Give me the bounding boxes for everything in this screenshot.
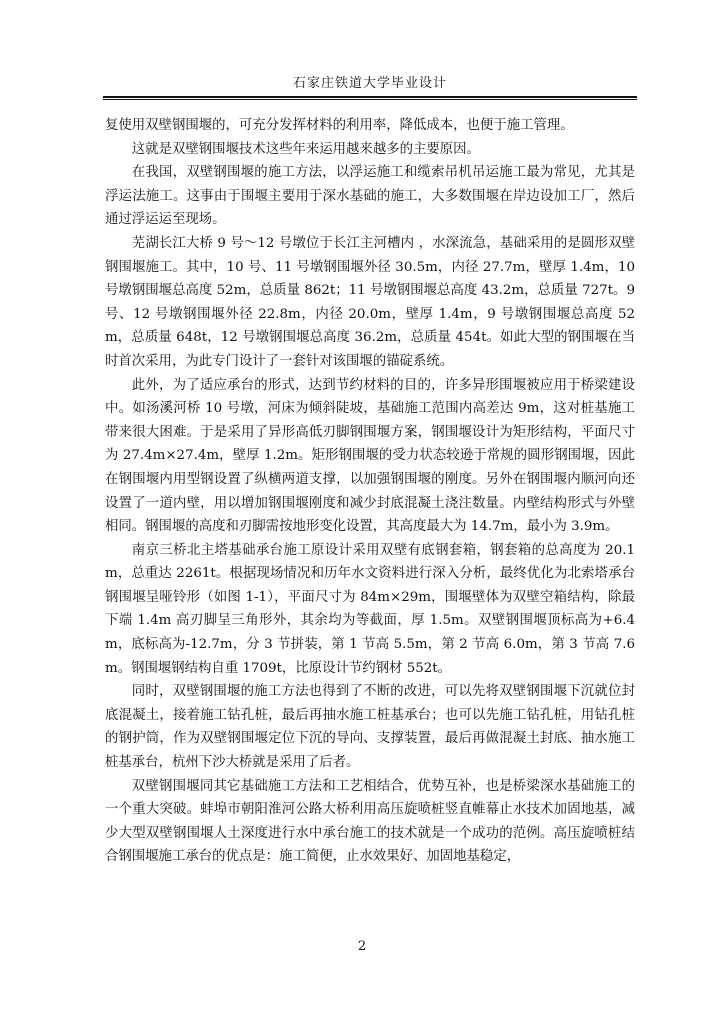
page-header-title: 石家庄铁道大学毕业设计 bbox=[292, 76, 447, 91]
header-rule bbox=[103, 96, 637, 98]
header-rule-thin bbox=[103, 99, 637, 100]
paragraph: 在我国，双壁钢围堰的施工方法，以浮运施工和缆索吊机吊运施工最为常见，尤其是浮运法施工。这事由于围堰主要用于深水基础的施工，大多数围堰在岸边设加工厂，然后通过浮运运至现场。 bbox=[105, 165, 635, 228]
body-text bbox=[105, 114, 635, 869]
paragraph: 南京三桥北主塔基础承台施工原设计采用双壁有底钢套箱，钢套箱的总高度为 20.1m，总重达 2261t。根据现场情况和历年水文资料进行深入分析，最终优化为北索塔承台钢围堰呈哑铃形（如图 1-1），平面尺寸为 84m×29m，围堰壁体为双壁空箱结构，除最下端 1.4m 高刃脚呈三角形外，其余均为等截面，厚 1.5m。双壁钢围堰顶标高为+6.4m，底标高为-12.7m，分 3 节拼装，第 1 节高 5.5m，第 2 节高 6.0m，第 3 节高 7.6m。钢围堰钢结构自重 1709t，比原设计节约钢材 552t。 bbox=[105, 542, 635, 676]
page-number: 2 bbox=[357, 939, 367, 954]
paragraph: 同时，双壁钢围堰的施工方法也得到了不断的改进，可以先将双壁钢围堰下沉就位封底混凝土，接着施工钻孔桩，最后再抽水施工桩基承台；也可以先施工钻孔桩，用钻孔桩的钢护筒，作为双壁钢围堰定位下沉的导向、支撑装置，最后再做混凝土封底、抽水施工桩基承台，杭州下沙大桥就是采用了后者。 bbox=[105, 684, 635, 771]
paragraph: 此外，为了适应承台的形式，达到节约材料的目的，许多异形围堰被应用于桥梁建设中。如汤溪河桥 10 号墩，河床为倾斜陡坡，基础施工范围内高差达 9m，这对桩基施工带来很大困难。于是采用了异形高低刃脚钢围堰方案，钢围堰设计为矩形结构，平面尺寸为 27.4m×27.4m，壁厚 1.2m。矩形钢围堰的受力状态较逊于常规的圆形钢围堰，因此在钢围堰内用型钢设置了纵横两道支撑，以加强钢围堰的刚度。另外在钢围堰内顺河向还设置了一道内壁，用以增加钢围堰刚度和减少封底混凝土浇注数量。内壁结构形式与外壁相同。钢围堰的高度和刃脚需按地形变化设置，其高度最大为 14.7m，最小为 3.9m。 bbox=[105, 377, 635, 535]
paragraph: 复使用双壁钢围堰的，可充分发挥材料的利用率，降低成本，也便于施工管理。 bbox=[105, 118, 574, 133]
paragraph: 芜湖长江大桥 9 号～12 号墩位于长江主河槽内 ，水深流急，基础采用的是圆形双壁钢围堰施工。其中，10 号、11 号墩钢围堰外径 30.5m，内径 27.7m，壁厚 1.4m，10 号墩钢围堰总高度 52m，总质量 862t；11 号墩钢围堰总高度 43.2m，总质量 727t。9 号、12 号墩钢围堰外径 22.8m，内径 20.0m，壁厚 1.4m，9 号墩钢围堰总高度 52m，总质量 648t，12 号墩钢围堰总高度 36.2m，总质量 454t。如此大型的钢围堰在当时首次采用，为此专门设计了一套针对该围堰的锚碇系统。 bbox=[105, 235, 635, 369]
paragraph: 这就是双壁钢围堰技术这些年来运用越来越多的主要原因。 bbox=[131, 141, 480, 157]
paragraph: 双壁钢围堰同其它基础施工方法和工艺相结合，优势互补，也是桥梁深水基础施工的一个重大突破。蚌埠市朝阳淮河公路大桥利用高压旋喷桩竖直帷幕止水技术加固地基，减少大型双壁钢围堰人土深度进行水中承台施工的技术就是一个成功的范例。高压旋喷桩结合钢围堰施工承台的优点是：施工简便，止水效果好、加固地基稳定， bbox=[105, 778, 635, 865]
